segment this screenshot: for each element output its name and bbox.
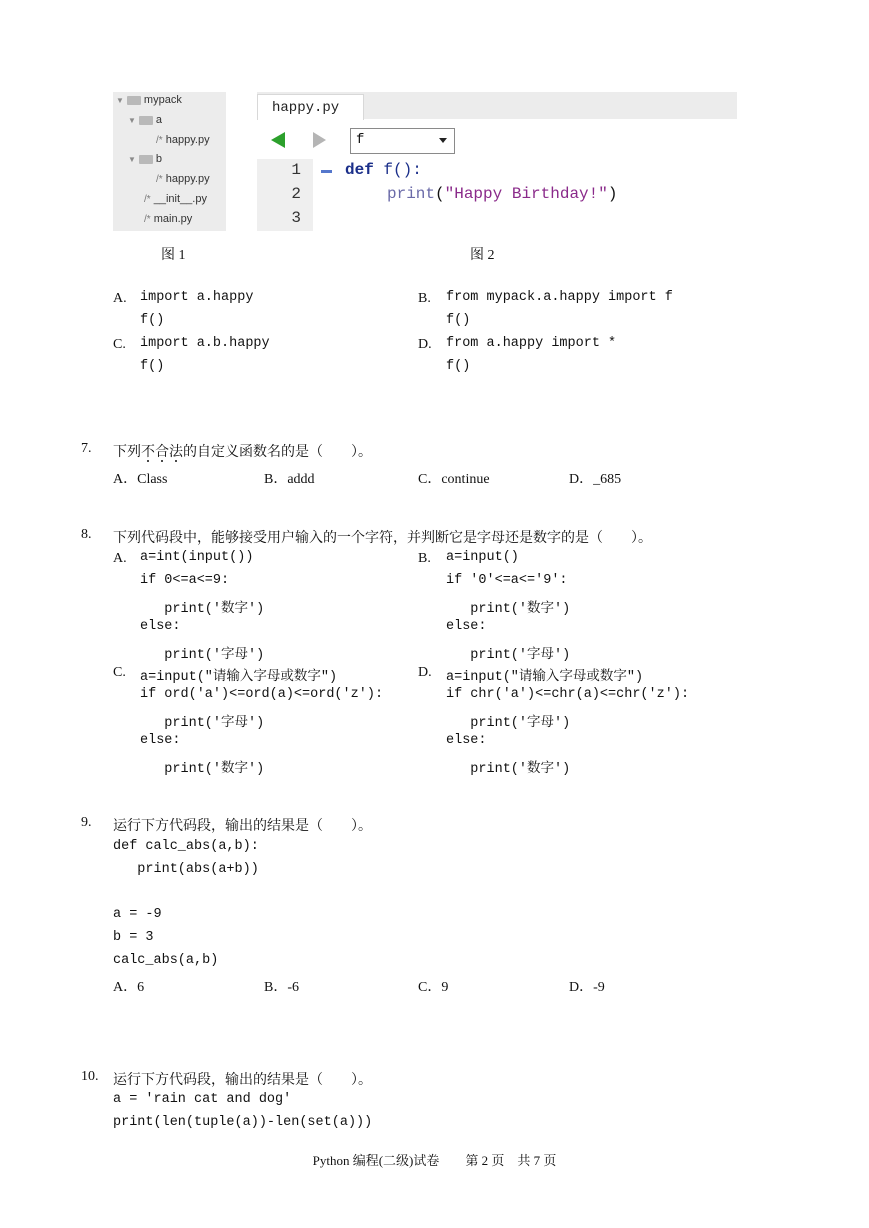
tree-label: b bbox=[155, 153, 163, 165]
q8-d-line: else: bbox=[446, 733, 487, 748]
q8-d-line: if chr('a')<=chr(a)<=chr('z'): bbox=[446, 687, 690, 702]
function-signature: f(): bbox=[373, 161, 422, 179]
q8-a-line: else: bbox=[140, 619, 181, 634]
q8-b-line: else: bbox=[446, 619, 487, 634]
folder-icon bbox=[139, 116, 153, 125]
q6-option-d-label: D. bbox=[418, 337, 432, 352]
function-select-value: f bbox=[356, 132, 365, 148]
code-line-1 bbox=[345, 161, 422, 179]
editor-tab-label: happy.py bbox=[272, 100, 340, 116]
string-literal: "Happy Birthday!" bbox=[444, 185, 608, 203]
q9-code-line: b = 3 bbox=[113, 930, 154, 945]
q8-option-b-label: B. bbox=[418, 551, 431, 566]
q9-option-d: D．-9 bbox=[569, 980, 605, 995]
editor-tab-bar bbox=[257, 92, 737, 119]
emphasis-dot bbox=[161, 460, 163, 462]
q9-number: 9. bbox=[81, 815, 92, 830]
tree-item-a bbox=[128, 114, 162, 126]
q8-a-line: a=int(input()) bbox=[140, 550, 254, 565]
code-line-2 bbox=[387, 185, 617, 203]
folder-icon bbox=[139, 155, 153, 164]
q8-option-a-label: A. bbox=[113, 551, 127, 566]
line-number: 2 bbox=[291, 185, 301, 203]
line-number-gutter bbox=[257, 159, 313, 231]
editor-tab bbox=[257, 94, 364, 120]
q8-c-line: print('字母') bbox=[140, 716, 265, 731]
q9-code-line: calc_abs(a,b) bbox=[113, 953, 219, 968]
q6-option-d-line1: from a.happy import * bbox=[446, 336, 617, 351]
q9-code-line: a = -9 bbox=[113, 907, 162, 922]
q8-b-line: if '0'<=a<='9': bbox=[446, 573, 568, 588]
q8-d-line: print('字母') bbox=[446, 716, 571, 731]
q9-option-b: B．-6 bbox=[264, 980, 299, 995]
q8-d-line: print('数字') bbox=[446, 762, 571, 777]
q6-option-d-line2: f() bbox=[446, 359, 471, 374]
q10-code-line: print(len(tuple(a))-len(set(a))) bbox=[113, 1115, 373, 1130]
tree-label: happy.py bbox=[165, 134, 210, 146]
q7-stem: 下列不合法的自定义函数名的是（ ）。 bbox=[113, 445, 372, 460]
q6-option-b-line1: from mypack.a.happy import f bbox=[446, 290, 673, 305]
expand-triangle-icon: ▼ bbox=[128, 116, 136, 125]
q7-option-d: D．_685 bbox=[569, 472, 622, 487]
q6-option-c-line2: f() bbox=[140, 359, 165, 374]
file-tree-figure bbox=[113, 92, 226, 231]
tree-label: a bbox=[155, 114, 163, 126]
emphasis-dot bbox=[147, 460, 149, 462]
q8-c-line: print('数字') bbox=[140, 762, 265, 777]
q6-option-a-label: A. bbox=[113, 291, 127, 306]
q8-d-line: a=input("请输入字母或数字") bbox=[446, 670, 644, 685]
figure2-caption: 图 2 bbox=[470, 248, 495, 263]
q6-option-a-line1: import a.happy bbox=[140, 290, 254, 305]
line-number: 3 bbox=[291, 209, 301, 227]
q8-a-line: print('数字') bbox=[140, 602, 265, 617]
tree-label: happy.py bbox=[165, 173, 210, 185]
q7-number: 7. bbox=[81, 441, 92, 456]
forward-arrow-icon bbox=[313, 132, 326, 148]
q6-option-c-line1: import a.b.happy bbox=[140, 336, 270, 351]
q8-number: 8. bbox=[81, 527, 92, 542]
tree-label: __init__.py bbox=[153, 193, 207, 205]
paren: ( bbox=[435, 185, 445, 203]
tree-item-a-happy bbox=[156, 134, 210, 146]
tree-label: main.py bbox=[153, 213, 193, 225]
q8-option-d-label: D. bbox=[418, 665, 432, 680]
line-number: 1 bbox=[291, 161, 301, 179]
q7-option-b: B．addd bbox=[264, 472, 315, 487]
python-file-icon: /* bbox=[144, 214, 151, 225]
q9-code-line: print(abs(a+b)) bbox=[113, 862, 259, 877]
q7-option-c: C．continue bbox=[418, 472, 490, 487]
python-file-icon: /* bbox=[144, 194, 151, 205]
fold-marker-icon bbox=[321, 170, 332, 173]
tree-item-b bbox=[128, 153, 162, 165]
q9-option-a: A．6 bbox=[113, 980, 145, 995]
function-select bbox=[350, 128, 455, 154]
q9-code-line: def calc_abs(a,b): bbox=[113, 839, 259, 854]
q10-code-line: a = 'rain cat and dog' bbox=[113, 1092, 292, 1107]
expand-triangle-icon: ▼ bbox=[128, 155, 136, 164]
builtin-print: print bbox=[387, 185, 436, 203]
back-arrow-icon bbox=[271, 132, 285, 148]
q8-c-line: else: bbox=[140, 733, 181, 748]
page-footer: Python 编程(二级)试卷 第 2 页 共 7 页 bbox=[312, 1153, 557, 1168]
q8-stem: 下列代码段中，能够接受用户输入的一个字符，并判断它是字母还是数字的是（ ）。 bbox=[113, 531, 652, 546]
q8-a-line: print('字母') bbox=[140, 648, 265, 663]
q10-number: 10. bbox=[81, 1069, 99, 1084]
python-file-icon: /* bbox=[156, 174, 163, 185]
python-file-icon: /* bbox=[156, 135, 163, 146]
editor-figure bbox=[257, 92, 737, 231]
tree-item-main bbox=[144, 213, 192, 225]
q6-option-c-label: C. bbox=[113, 337, 126, 352]
q6-option-a-line2: f() bbox=[140, 313, 165, 328]
q8-option-c-label: C. bbox=[113, 665, 126, 680]
q7-option-a: A．Class bbox=[113, 472, 168, 487]
q9-option-c: C．9 bbox=[418, 980, 449, 995]
tree-item-init bbox=[144, 193, 207, 205]
q8-c-line: a=input("请输入字母或数字") bbox=[140, 670, 338, 685]
tree-item-mypack bbox=[116, 94, 182, 106]
figure1-caption: 图 1 bbox=[161, 248, 186, 263]
q6-option-b-label: B. bbox=[418, 291, 431, 306]
q8-b-line: print('数字') bbox=[446, 602, 571, 617]
q8-b-line: a=input() bbox=[446, 550, 519, 565]
tree-label: mypack bbox=[143, 94, 182, 106]
q10-stem: 运行下方代码段，输出的结果是（ ）。 bbox=[113, 1073, 372, 1088]
tree-item-b-happy bbox=[156, 173, 210, 185]
q8-c-line: if ord('a')<=ord(a)<=ord('z'): bbox=[140, 687, 384, 702]
dropdown-arrow-icon bbox=[439, 138, 447, 143]
keyword-def: def bbox=[345, 161, 374, 179]
paren: ) bbox=[607, 185, 618, 203]
folder-icon bbox=[127, 96, 141, 105]
expand-triangle-icon: ▼ bbox=[116, 96, 124, 105]
q6-option-b-line2: f() bbox=[446, 313, 471, 328]
q8-a-line: if 0<=a<=9: bbox=[140, 573, 230, 588]
q9-stem: 运行下方代码段，输出的结果是（ ）。 bbox=[113, 819, 372, 834]
emphasis-dot bbox=[175, 460, 177, 462]
q8-b-line: print('字母') bbox=[446, 648, 571, 663]
